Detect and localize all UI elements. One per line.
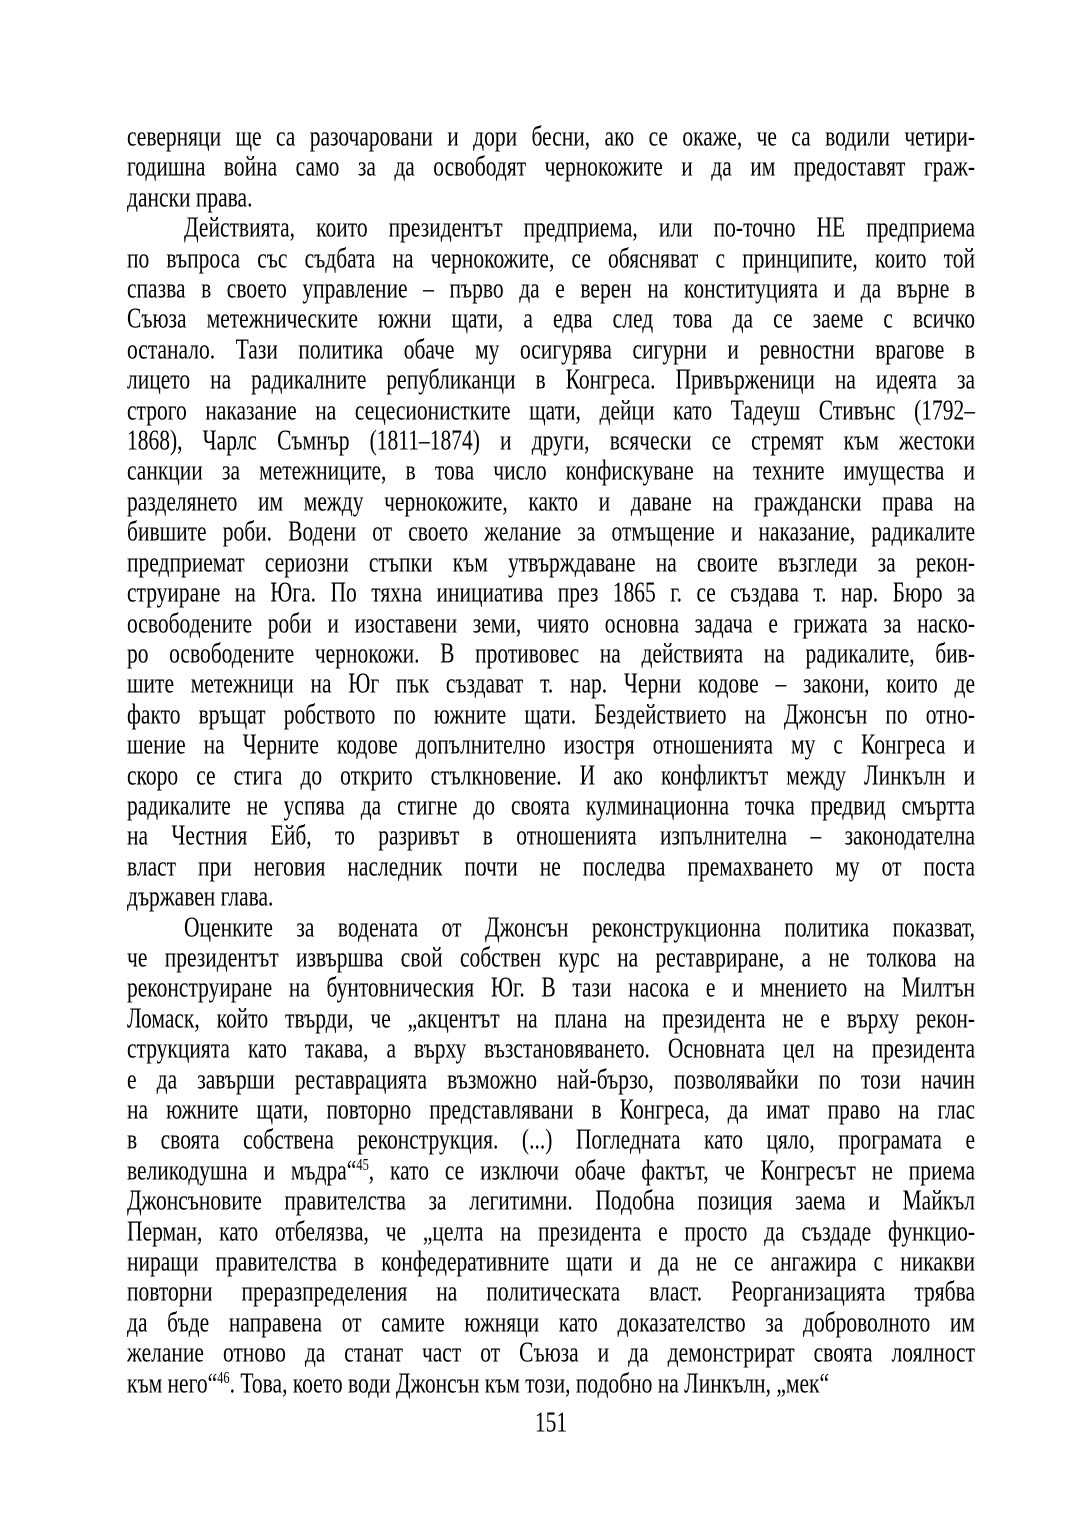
text-line: че президентът извършва свой собствен курс на реставриране, а не толкова на — [127, 940, 975, 973]
text-line: струиране на Юга. По тяхна инициатива през 1865 г. се създава т. нар. Бюро за — [127, 576, 975, 609]
text-line: на Честния Ейб, то разривът в отношенията изпълнителна – законодателна — [127, 819, 975, 852]
text-line: на южните щати, повторно представлявани в Конгреса, да имат право на глас — [127, 1092, 975, 1125]
text-line: предприемат сериозни стъпки към утвърждаване на своите възгледи за рекон- — [127, 545, 975, 578]
text-line: 1868), Чарлс Съмнър (1811–1874) и други, всячески се стремят към жестоки — [127, 424, 975, 456]
text-line: санкции за метежниците, в това число конфискуване на техните имущества и — [127, 454, 975, 487]
text-line: бившите роби. Водени от своето желание за отмъщение и наказание, радикалите — [127, 515, 975, 548]
text-line: Действията, които президентът предприема, или по-точно НЕ предприема — [184, 211, 975, 244]
text-line: шение на Черните кодове допълнително изостря отношенията му с Конгреса и — [127, 728, 975, 761]
text-line: ро освободените чернокожи. В противовес на действията на радикалите, бив- — [127, 636, 975, 669]
footnote-marker: 46 — [217, 1367, 230, 1387]
text-line: власт при неговия наследник почти не последва премахването му от поста — [127, 849, 975, 882]
text-line: е да завърши реставрацията възможно най-бързо, позволявайки по този начин — [127, 1062, 975, 1095]
text-line: великодушна и мъдра“$^{45}$, като се изключи обаче фактът, че Конгресът не приема — [127, 1153, 975, 1186]
text-line: реконструиране на бунтовническия Юг. В тази насока е и мнението на Милтън — [127, 971, 975, 1004]
text-block — [127, 116, 975, 1399]
text-line: годишна война само за да освободят чернокожите и да им предоставят граж- — [127, 150, 975, 183]
footnote-marker: 45 — [356, 1155, 369, 1174]
text-line: радикалите не успява да стигне до своята кулминационна точка предвид смъртта — [127, 788, 975, 821]
text-line: дански права. — [127, 180, 253, 213]
text-line: Джонсъновите правителства за легитимни. Подобна позиция заема и Майкъл — [127, 1184, 975, 1217]
text-line: северняци ще са разочаровани и дори бесни, ако се окаже, че са водили четири- — [127, 119, 975, 152]
text-line: освободените роби и изоставени земи, чиято основна задача е грижата за наско- — [127, 606, 975, 639]
text-line: по въпроса със съдбата на чернокожите, се обясняват с принципите, които той — [127, 241, 975, 274]
text-line: Оценките за водената от Джонсън реконструкционна политика показват, — [184, 910, 975, 943]
text-line: държавен глава. — [127, 880, 274, 913]
text-line: към него“$^{46}$. Това, което води Джонсън към този, подобно на Линкълн, „мек“ — [127, 1366, 829, 1399]
text-line: строго наказание на сецесионистките щати, дейци като Тадеуш Стивънс (1792– — [127, 393, 975, 426]
text-line: лицето на радикалните републиканци в Конгреса. Привърженици на идеята за — [127, 363, 975, 396]
text-line: скоро се стига до открито стълкновение. И ако конфликтът между Линкълн и — [127, 758, 975, 791]
text-line: ниращи правителства в конфедеративните щати и да не се ангажира с никакви — [127, 1245, 975, 1277]
text-line: Съюза метежническите южни щати, а едва след това да се заеме с всичко — [127, 302, 975, 335]
text-line: в своята собствена реконструкция. (...) Погледната като цяло, програмата е — [127, 1123, 975, 1156]
page-number: 151 — [534, 1405, 568, 1438]
text-line: спазва в своето управление – първо да е верен на конституцията и да върне в — [127, 272, 975, 304]
text-line: Ломаск, който твърди, че „акцентът на плана на президента не е върху рекон- — [127, 1001, 975, 1034]
text-line: струкцията като такава, а върху възстановяването. Основната цел на президента — [127, 1032, 975, 1065]
text-line: останало. Тази политика обаче му осигурява сигурни и ревностни врагове в — [127, 332, 975, 365]
text-line: да бъде направена от самите южняци като доказателство за доброволното им — [127, 1305, 975, 1338]
text-line: повторни преразпределения на политическата власт. Реорганизацията трябва — [127, 1275, 975, 1308]
text-line: шите метежници на Юг пък създават т. нар. Черни кодове – закони, които де — [127, 667, 975, 700]
text-line: разделянето им между чернокожите, както и даване на граждански права на — [127, 484, 975, 517]
text-line: Перман, като отбелязва, че „целта на президента е просто да създаде функцио- — [127, 1214, 975, 1247]
text-line: факто връщат робството по южните щати. Бездействието на Джонсън по отно- — [127, 697, 975, 730]
text-line: желание отново да станат част от Съюза и да демонстрират своята лоялност — [127, 1336, 975, 1369]
